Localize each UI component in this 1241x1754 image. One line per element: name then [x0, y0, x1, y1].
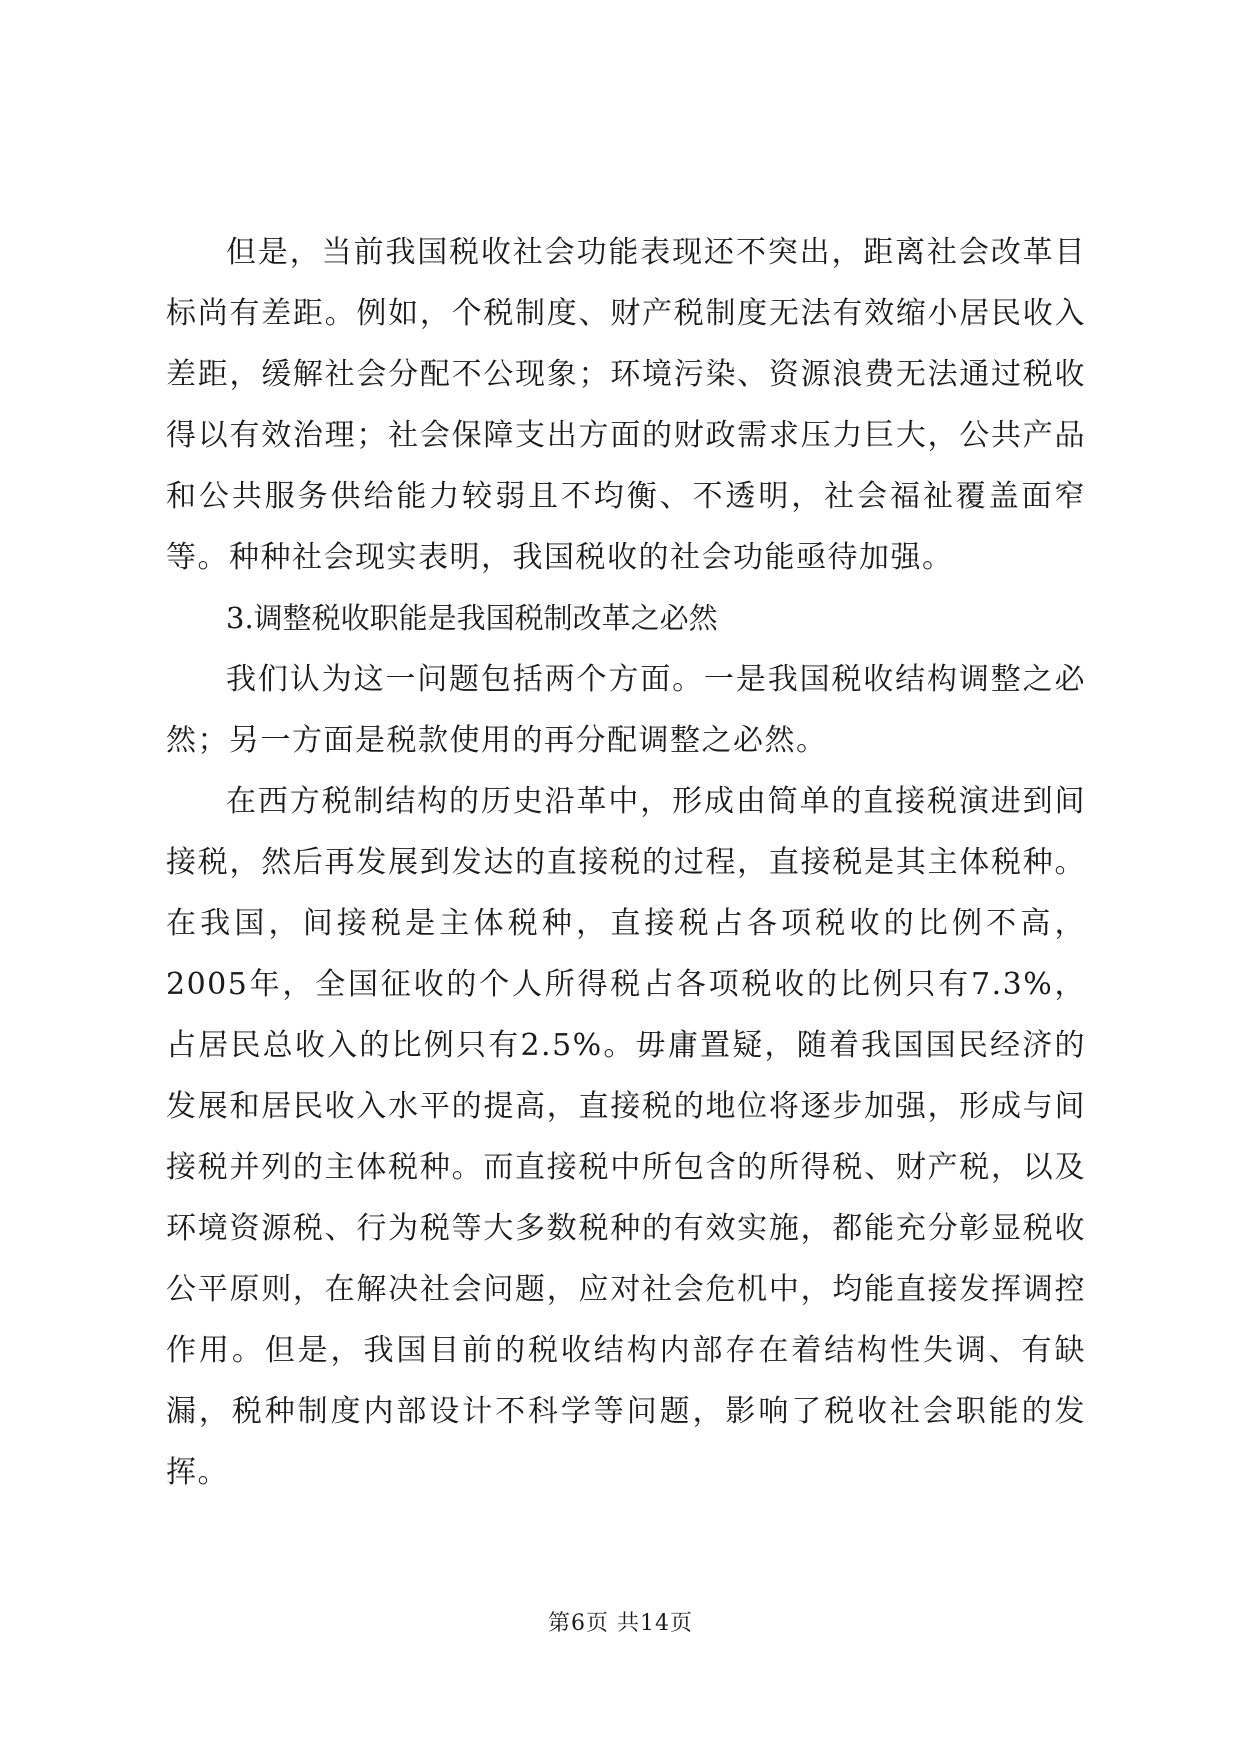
- page-footer: 第6页 共14页: [548, 1611, 693, 1636]
- body-paragraph: 但是，当前我国税收社会功能表现还不突出，距离社会改革目标尚有差距。例如，个税制度、财产税制度无法有效缩小居民收入差距，缓解社会分配不公现象；环境污染、资源浪费无法通过税收得以有效治理；社会保障支出方面的财政需求压力巨大，公共产品和公共服务供给能力较弱且不均衡、不透明，社会福祉覆盖面窄等。种种社会现实表明，我国税收的社会功能亟待加强。: [166, 235, 1086, 575]
- body-paragraph: 在西方税制结构的历史沿革中，形成由简单的直接税演进到间接税，然后再发展到发达的直接税的过程，直接税是其主体税种。在我国，间接税是主体税种，直接税占各项税收的比例不高，2005年，全国征收的个人所得税占各项税收的比例只有7.3%，占居民总收入的比例只有2.5%。毋庸置疑，随着我国国民经济的发展和居民收入水平的提高，直接税的地位将逐步加强，形成与间接税并列的主体税种。而直接税中所包含的所得税、财产税，以及环境资源税、行为税等大多数税种的有效实施，都能充分彰显税收公平原则，在解决社会问题，应对社会危机中，均能直接发挥调控作用。但是，我国目前的税收结构内部存在着结构性失调、有缺漏，税种制度内部设计不科学等问题，影响了税收社会职能的发挥。: [166, 784, 1086, 1490]
- section-heading: 3.调整税收职能是我国税制改革之必然: [226, 601, 718, 635]
- body-paragraph: 我们认为这一问题包括两个方面。一是我国税收结构调整之必然；另一方面是税款使用的再分配调整之必然。: [166, 662, 1086, 758]
- document-body: [166, 222, 1086, 1503]
